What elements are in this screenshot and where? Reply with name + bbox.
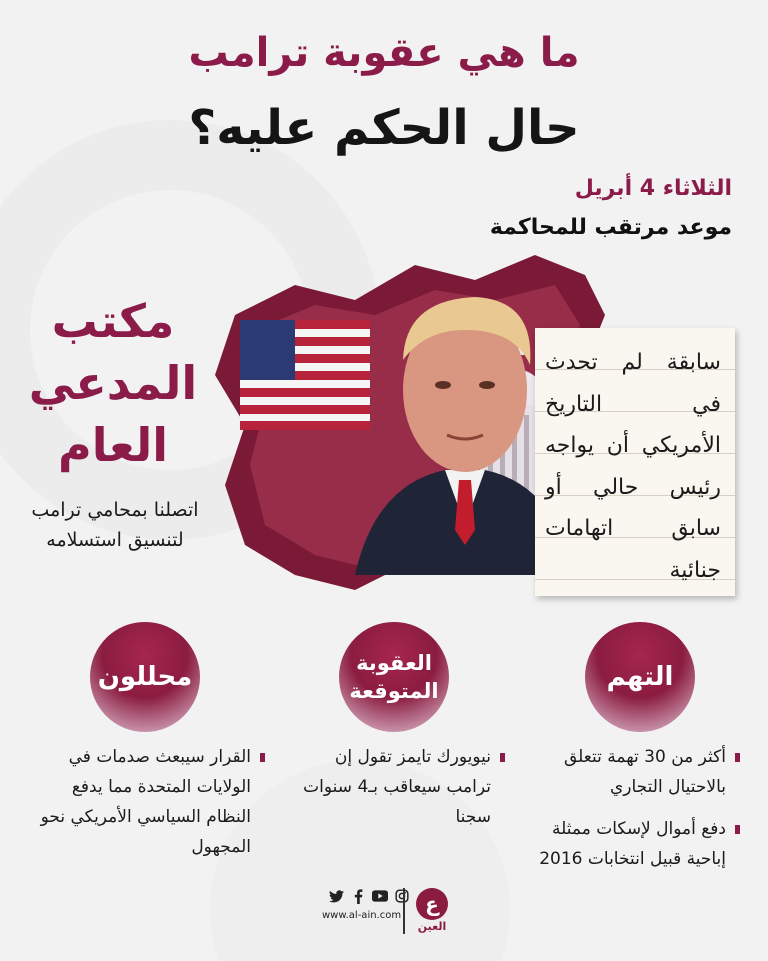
trial-date: الثلاثاء 4 أبريل (574, 176, 732, 201)
prosecutor-office-caption: اتصلنا بمحامي ترامب لتنسيق استسلامه (31, 499, 199, 551)
page-title: ما هي عقوبة ترامب (188, 30, 580, 76)
footer (0, 888, 768, 938)
note-card (535, 328, 735, 596)
analysts-title: محللون (97, 662, 193, 692)
list-item: دفع أموال لإسكات ممثلة إباحية قبيل انتخابات 2016 (525, 814, 740, 874)
note-text: سابقة لم تحدث في التاريخ الأمريكي أن يواجه رئيس حالي أو سابق اتهامات جنائية (545, 350, 721, 583)
list-item: القرار سيبعث صدمات في الولايات المتحدة مما يدفع النظام السياسي الأمريكي نحو المجهول (40, 742, 265, 862)
penalty-circle (339, 622, 449, 732)
charges-circle (585, 622, 695, 732)
facebook-icon[interactable] (350, 888, 366, 904)
charges-title: التهم (606, 662, 674, 692)
instagram-icon[interactable] (394, 888, 410, 904)
brand-logo (412, 888, 452, 933)
trial-date-caption: موعد مرتقب للمحاكمة (489, 215, 732, 240)
penalty-title-line2: المتوقعة (349, 679, 439, 703)
charges-list (525, 742, 740, 886)
footer-divider (403, 888, 405, 934)
brand-name: العين (417, 920, 447, 933)
page-subtitle: حال الحكم عليه؟ (188, 100, 580, 156)
penalty-list (290, 742, 505, 844)
brand-mark-icon: ع (416, 888, 448, 920)
list-item: أكثر من 30 تهمة تتعلق بالاحتيال التجاري (525, 742, 740, 802)
prosecutor-office-heading: مكتب المدعي العام (28, 294, 198, 472)
youtube-icon[interactable] (372, 888, 388, 904)
twitter-icon[interactable] (328, 888, 344, 904)
list-item: نيويورك تايمز تقول إن ترامب سيعاقب بـ4 سنوات سجنا (290, 742, 505, 832)
us-flag (240, 320, 370, 430)
website-url[interactable]: www.al-ain.com (322, 910, 402, 921)
analysts-circle (90, 622, 200, 732)
analysts-list (40, 742, 265, 874)
social-links (328, 888, 410, 904)
penalty-title-line1: العقوبة (356, 651, 432, 675)
